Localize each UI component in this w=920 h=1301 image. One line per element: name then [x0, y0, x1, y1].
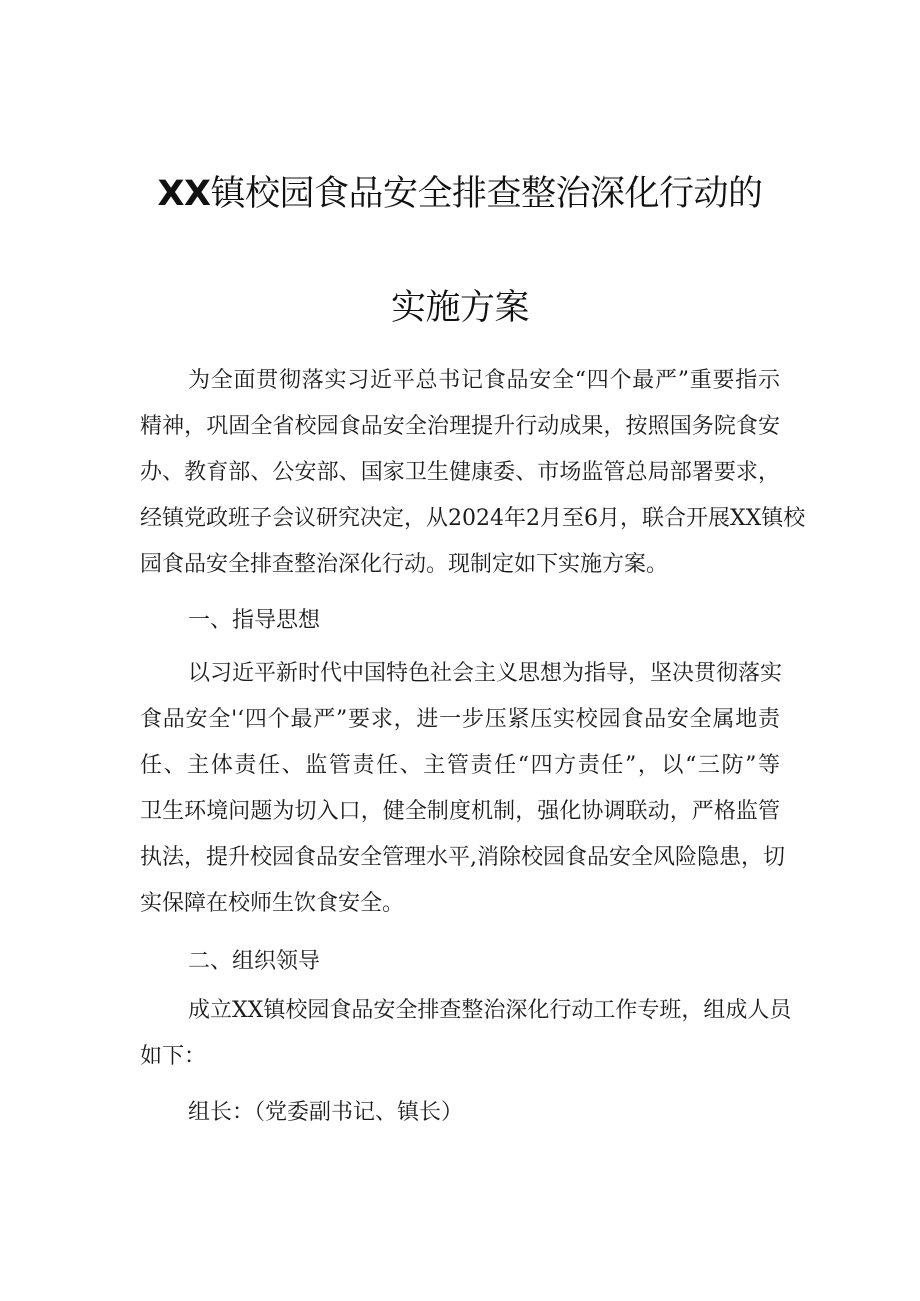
document-title-line-1 — [0, 166, 920, 216]
guiding-line-2: 食品安全'‘四个最严”要求，进一步压紧压实校园食品安全属地责 — [140, 707, 780, 732]
guiding-line-4: 卫生环境问题为切入口，健全制度机制，强化协调联动，严格监管 — [140, 799, 780, 824]
guiding-line-3: 任、主体责任、监管责任、主管责任“四方责任”，以“三防”等 — [140, 753, 780, 778]
title-text: 镇校园食品安全排查整治深化行动的 — [210, 174, 763, 214]
intro-line-2: 精神，巩固全省校园食品安全治理提升行动成果，按照国务院食安 — [140, 414, 780, 439]
guiding-line-5: 执法，提升校园食品安全管理水平,消除校园食品安全风险隐患，切 — [140, 845, 785, 870]
section-heading-guiding-ideology: 一、指导思想 — [188, 608, 321, 633]
document-title-line-2: 实施方案 — [390, 288, 529, 328]
intro-line-4: 经镇党政班子会议研究决定，从2024年2月至6月，联合开展XX镇校 — [140, 506, 806, 531]
guiding-line-1: 以习近平新时代中国特色社会主义思想为指导，坚决贯彻落实 — [188, 661, 783, 686]
intro-line-3: 办、教育部、公安部、国家卫生健康委、市场监管总局部署要求， — [140, 460, 780, 485]
organization-line-2: 如下： — [140, 1044, 207, 1069]
guiding-line-6: 实保障在校师生饮食安全。 — [140, 891, 405, 916]
title-prefix: XX — [157, 174, 211, 214]
organization-line-1: 成立XX镇校园食品安全排查整治深化行动工作专班，组成人员 — [188, 998, 792, 1023]
section-heading-organization: 二、组织领导 — [188, 949, 321, 974]
team-leader-line: 组长：（党委副书记、镇长） — [188, 1100, 464, 1125]
intro-line-1: 为全面贯彻落实习近平总书记食品安全“四个最严”重要指示 — [188, 368, 780, 393]
intro-line-5: 园食品安全排查整治深化行动。现制定如下实施方案。 — [140, 552, 669, 577]
